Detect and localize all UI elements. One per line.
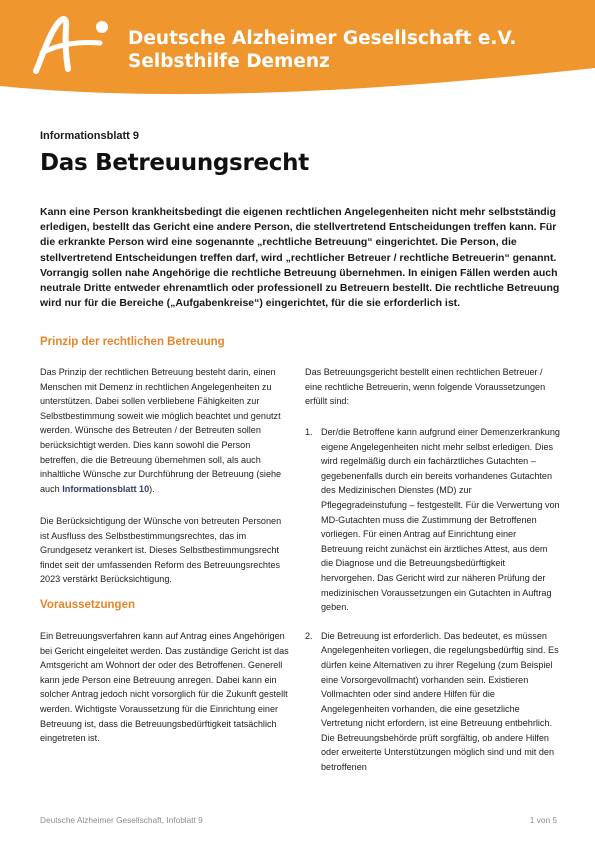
- intro-paragraph: Kann eine Person krankheitsbedingt die eigenen rechtlichen Angelegenheiten nicht mehr selbstständig erledigen, bestellt das Gericht eine andere Person, die stellvertretend Entscheidungen treffen kann. Für die erkrankte Person wird eine sogenannte „rechtliche Betreuung“ eingerichtet. Die Person, die stellvertretend Entscheidungen treffen darf, wird „rechtlicher Betreuer / rechtliche Betreuerin“ genannt. Vorrangig sollen nahe Angehörige die rechtliche Betreuung übernehmen. In einigen Fällen werden auch neutrale Dritte entweder ehrenamtlich oder professionell zu Betreuern bestellt. Die rechtliche Betreuung wird nur für die Bereiche („Aufgabenkreise“) eingerichtet, für die sie erforderlich ist.: [40, 206, 560, 310]
- page-number: 1 von 5: [529, 815, 557, 825]
- alzheimer-a-logo-icon: [30, 13, 108, 75]
- requirement-number: 1.: [305, 427, 313, 437]
- requirement-text: Die Betreuung ist erforderlich. Das bedeutet, es müssen Angelegenheiten vorliegen, die regelungsbedürftig sind. Es dürfen keine Alternativen zu ihrer Regelung (zum Beispiel eine Vorsorgevollmacht) vorhanden sein. Existieren Vollmachten oder sind andere Hilfen für die Angelegenheiten vorhanden, die eine gesetzliche Vertretung nicht erfordern, ist eine Betreuung entbehrlich. Die Betreuungsbehörde prüft sorgfältig, ob andere Hilfen oder erweiterte Unterstützungen möglich sind und mit den betroffenen: [321, 630, 559, 773]
- header-wave: [0, 68, 595, 95]
- requirement-item: [305, 425, 560, 615]
- organization-name-line1: Deutsche Alzheimer Gesellschaft e.V.: [128, 28, 517, 49]
- sheet-label: Informationsblatt 9: [40, 130, 140, 142]
- requirement-number: 2.: [305, 630, 313, 641]
- section-heading-voraussetzungen: Voraussetzungen: [40, 599, 135, 611]
- requirement-text: Der/die Betroffene kann aufgrund einer Demenzerkrankung eigene Angelegenheiten nicht mehr selbst erledigen. Dies wird regelmäßig durch ein fachärztliches Gutachten – gegebenenfalls durch ein bereits vorhandenes Gutachten des Medizinischen Dienstes (MD) zur Pflegegradeinstufung – festgestellt. Für die Verwertung von MD-Gutachten muss die Zustimmung der Betroffenen vorliegen. Für einen Antrag auf Einrichtung einer Betreuung reicht zunächst ein ärztliches Attest, aus dem die Diagnose und die Betreuungsbedürftigkeit hervorgehen. Das Gericht wird zur näheren Prüfung der medizinischen Voraussetzungen ein Gutachten in Auftrag geben.: [321, 427, 560, 613]
- section-heading-prinzip: Prinzip der rechtlichen Betreuung: [40, 336, 225, 348]
- prinzip-paragraph-1: [40, 365, 290, 496]
- prinzip-paragraph-2: Die Berücksichtigung der Wünsche von betreuten Personen ist Ausfluss des Selbstbestimmungsrechtes, das im Grundgesetz verankert ist. Dieses Selbstbestimmungsrecht findet seit der umfassenden Reform des Betreuungsrechtes 2023 verstärkt Berücksichtigung.: [40, 516, 282, 585]
- informationsblatt-10-link[interactable]: Informationsblatt 10: [62, 483, 150, 494]
- organization-name-line2: Selbsthilfe Demenz: [128, 51, 330, 72]
- prinzip-paragraph-1-text: Das Prinzip der rechtlichen Betreuung besteht darin, einen Menschen mit Demenz in rechtlichen Angelegenheiten zu unterstützen. Dabei sollen verbliebene Fähigkeiten zur Selbstbestimmung soweit wie möglich beachtet und genutzt werden. Wünsche des Betreuten / der Betreuten sollen berücksichtigt werden. Dies kann sowohl die Person betreffen, die die Betreuung übernehmen soll, als auch inhaltliche Wünsche zur Durchführung der Betreuung (siehe auch: [40, 367, 282, 494]
- right-column-lead: Das Betreuungsgericht bestellt einen rechtlichen Betreuer / eine rechtliche Betreuerin, wenn folgende Voraussetzungen erfüllt sind:: [305, 367, 546, 407]
- requirement-item: [305, 629, 560, 775]
- page-title: Das Betreuungsrecht: [40, 150, 309, 176]
- footer-source: Deutsche Alzheimer Gesellschaft, Infoblatt 9: [40, 815, 203, 825]
- organization-name: [128, 27, 516, 73]
- voraussetzungen-paragraph: Ein Betreuungsverfahren kann auf Antrag eines Angehörigen bei Gericht eingeleitet werden. Das zuständige Gericht ist das Amtsgericht am Wohnort der oder des Betroffenen. Generell kann jede Person eine Betreuung anregen. Dabei kann ein solcher Antrag jedoch nicht vorsorglich für die Zukunft gestellt werden. Wichtigste Voraussetzung für die Einrichtung einer Betreuung ist, dass die Betreuungsbedürftigkeit tatsächlich eingetreten ist.: [40, 631, 289, 744]
- page-header: [0, 0, 595, 95]
- prinzip-paragraph-1-end: ).: [149, 483, 155, 494]
- requirements-list: [305, 425, 560, 775]
